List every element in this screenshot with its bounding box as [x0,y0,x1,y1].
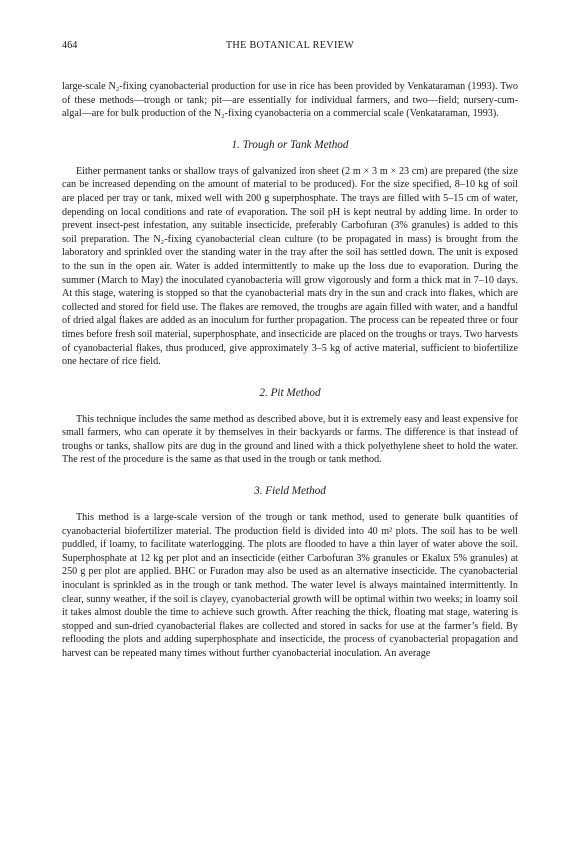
intro-paragraph: large-scale N₂-fixing cyanobacterial production for use in rice has been provided by Venkataraman (1993). Two of these methods—trough or tank; pit—are essentially for individual farmers, and two—field; nursery-cum-algal—are for bulk production of the N₂-fixing cyanobacteria on a commercial scale (Venkataraman, 1993). [62,81,518,120]
section-heading-field: 3. Field Method [254,485,326,498]
section-heading-trough-tank: 1. Trough or Tank Method [231,138,349,151]
section-body-pit: This technique includes the same method as described above, but it is extremely easy and least expensive for small farmers, who can operate it by themselves in their backyards or farms. The difference is that instead of troughs or tanks, shallow pits are dug in the ground and lined with a thick polyethylene sheet to hold the water. The rest of the procedure is the same as that used in the trough or tank method. [62,413,518,466]
journal-page [62,40,518,661]
section-body-trough-tank: Either permanent tanks or shallow trays of galvanized iron sheet (2 m × 3 m × 23 cm) are prepared (the size can be increased depending on the amount of material to be produced). For the size specified, 8–10 kg of soil are placed per tray or tank, mixed well with 200 g superphosphate. The trays are filled with 5–15 cm of water, depending on local conditions and rate of evaporation. The soil pH is kept neutral by adding lime. In order to prevent insect-pest infestation, any suitable insecticide, preferably Carbofuran (3% granules) is added to this soil preparation. The N₂-fixing cyanobacterial clean culture (to be propagated in mass) is brought from the laboratory and sprinkled over the standing water in the tray after the soil has settled down. The unit is exposed to the sun in the open air. Water is added intermittently to make up the loss due to evaporation. During the summer (March to May) the inoculated cyanobacteria will grow vigorously and form a thick mat in 7–10 days. At this stage, watering is stopped so that the cyanobacterial mats dry in the sun and crack into flakes, which are collected and stored for field use. The flakes are removed, the troughs are again filled with water, and a handful of dried algal flakes are added as an inoculum for further propagation. The process can be repeated three or four times before fresh soil material, superphosphate, and insecticide are placed on the troughs or trays. Two harvests of cyanobacterial flakes, thus produced, give approximately 3–5 kg of active material, sufficient to biofertilize one hectare of rice field. [62,165,518,368]
section-heading-pit: 2. Pit Method [259,386,321,399]
running-head [62,40,518,54]
page-number: 464 [62,40,78,51]
journal-title: THE BOTANICAL REVIEW [225,40,355,51]
section-body-field: This method is a large-scale version of the trough or tank method, used to generate bulk quantities of cyanobacterial biofertilizer material. The production field is divided into 40 m² plots. The soil has to be well puddled, if loamy, to facilitate waterlogging. The plots are flooded to have a thin layer of water above the soil. Superphosphate at 12 kg per plot and an insecticide (either Carbofuran 3% granules or Ekalux 5% granules) at 250 g per plot are applied. BHC or Furadon may also be used as an alternative insecticide. The cyanobacterial inoculant is sprinkled as in the trough or tank method. The water level is always maintained intermittently. In clear, sunny weather, if the soil is clayey, cyanobacterial growth will be optimal within two weeks; in loamy soil it takes almost double the time to achieve such growth. After reaching the thick, floating mat stage, watering is stopped and sun-dried cyanobacterial flakes are collected and stored in sacks for use at the farmer’s field. By reflooding the plots and adding superphosphate and insecticide, the process of cyanobacterial propagation and harvest can be repeated many times without further cyanobacterial inoculation. An average [62,512,518,659]
